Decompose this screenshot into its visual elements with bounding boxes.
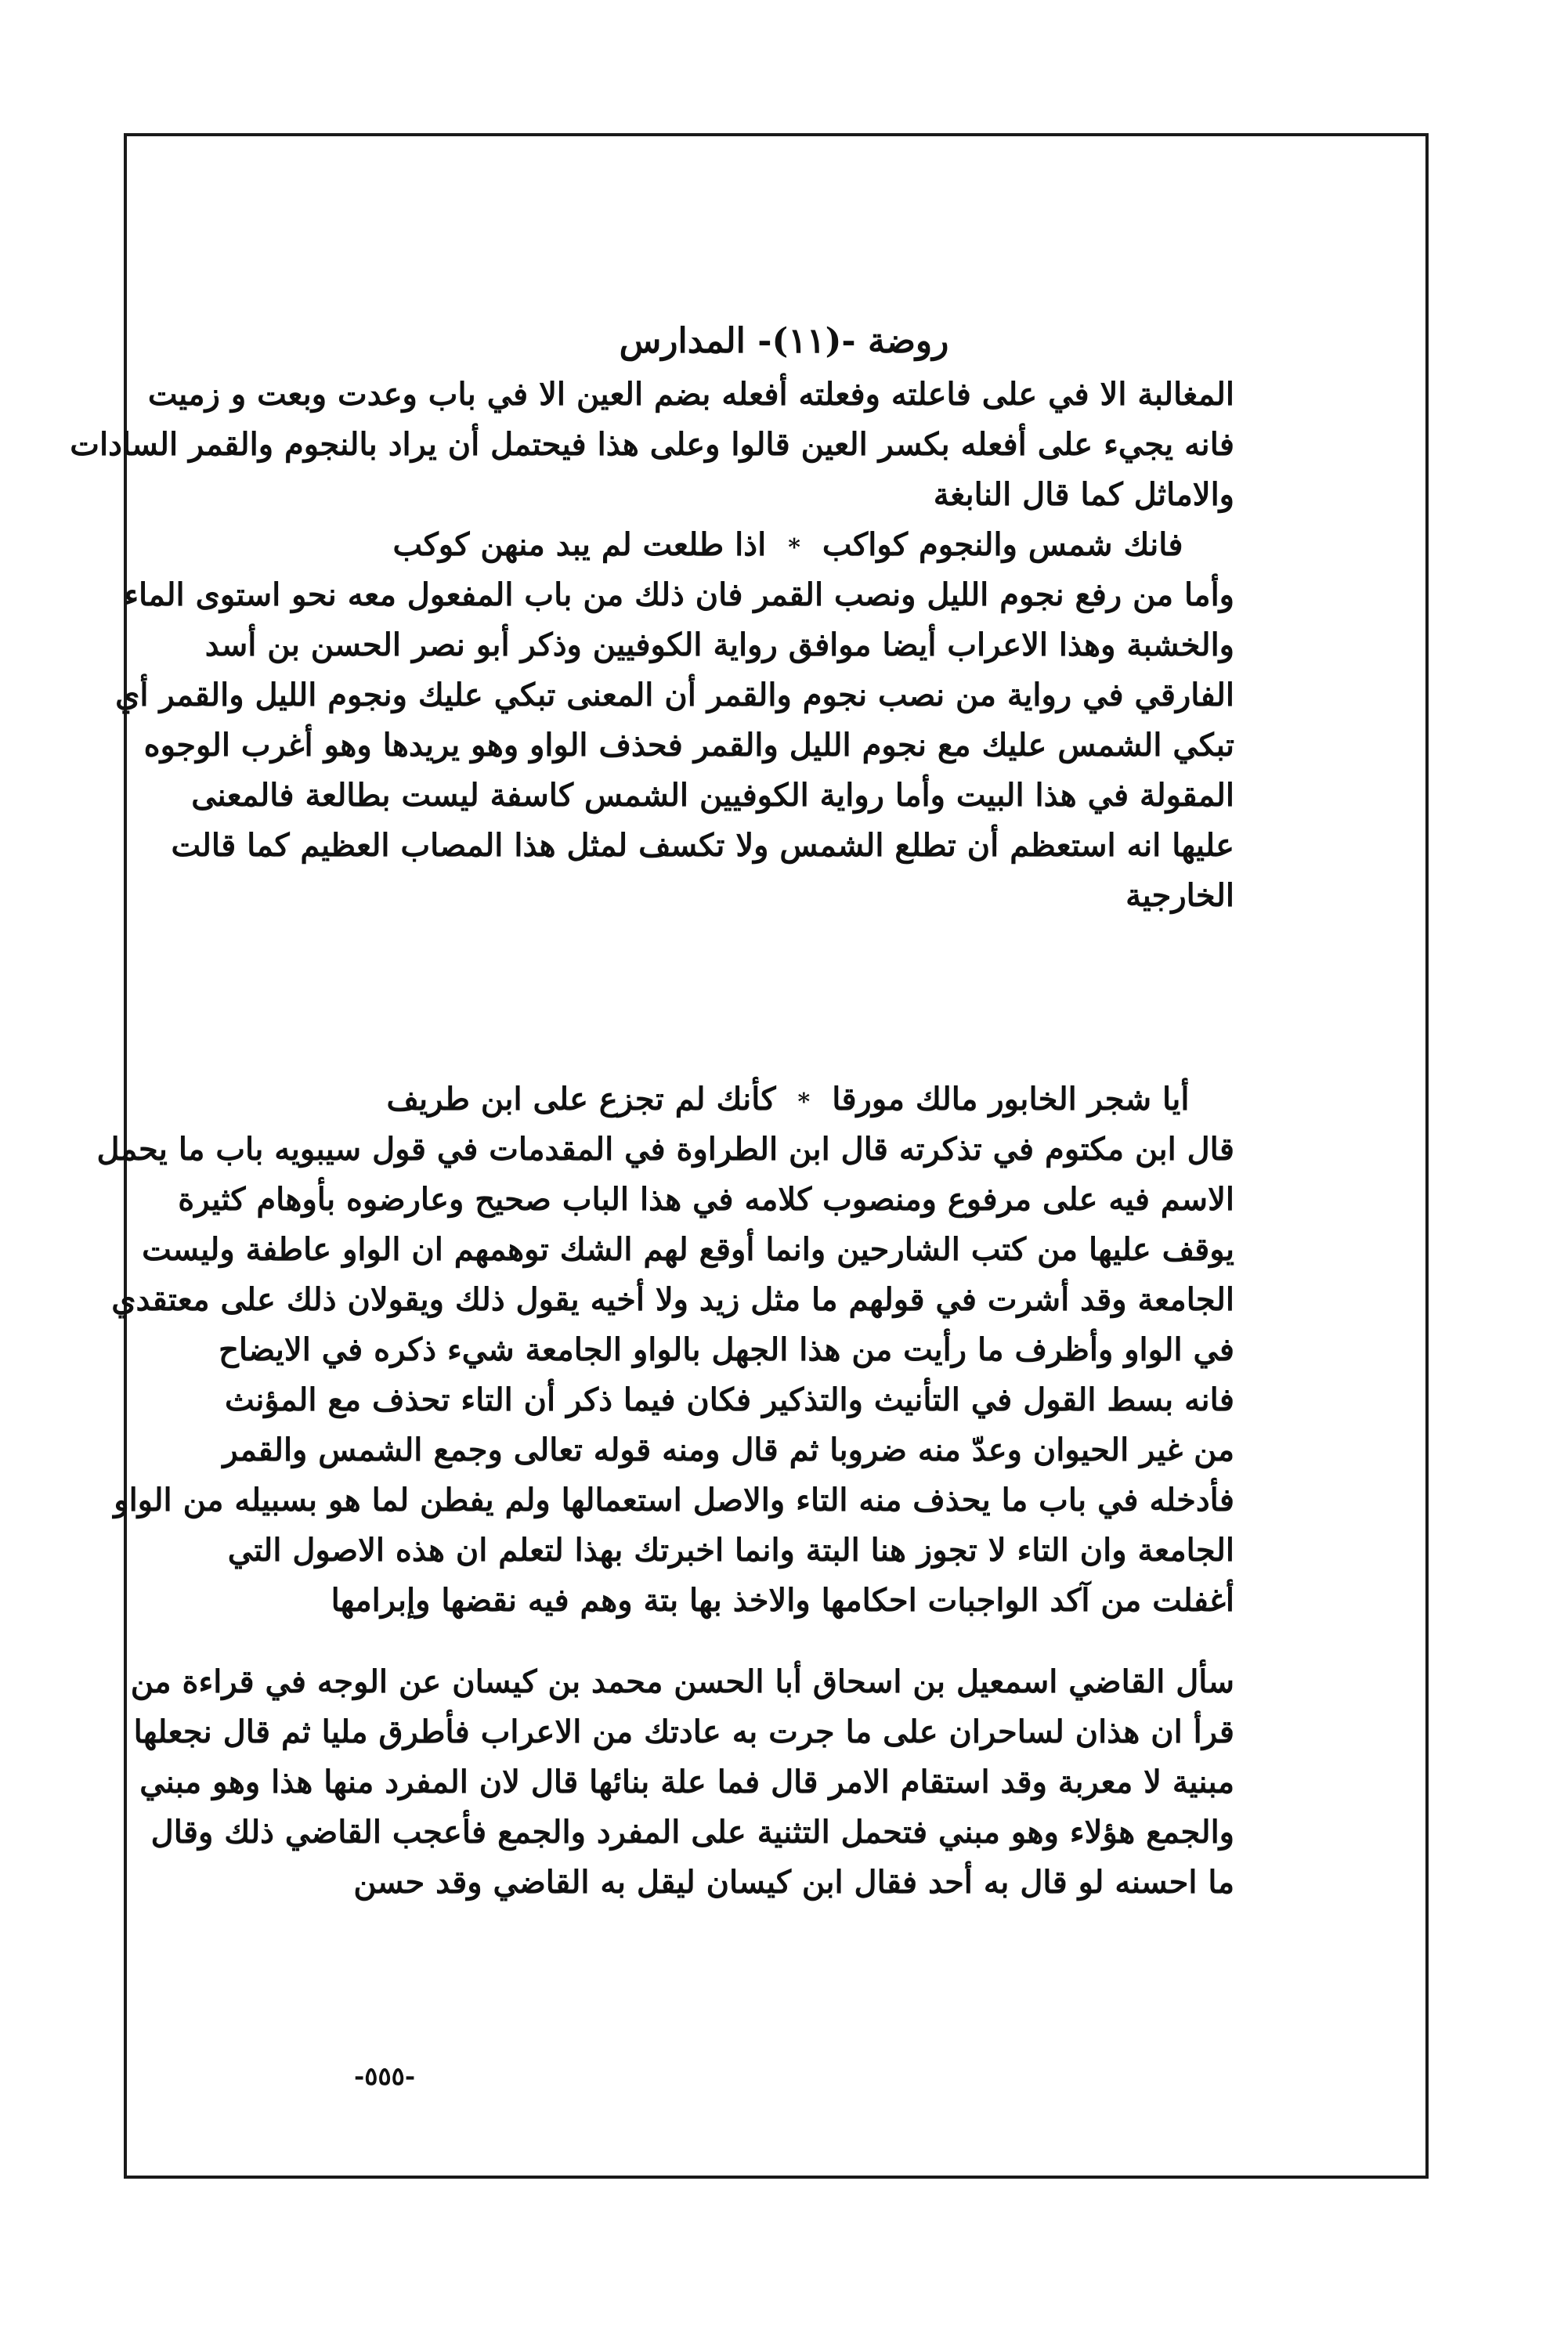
- text-line: المغالبة الا في على فاعلته وفعلته أفعله بضم العين الا في باب وعدت وبعت و زميت: [147, 376, 1234, 413]
- text-line: والخشبة وهذا الاعراب أيضا موافق رواية الكوفيين وذكر أبو نصر الحسن بن أسد: [204, 627, 1234, 663]
- text-line: الجامعة وان التاء لا تجوز هنا البتة وانما اخبرتك بهذا لتعلم ان هذه الاصول التي: [227, 1532, 1234, 1569]
- text-line: الاسم فيه على مرفوع ومنصوب كلامه في هذا الباب صحيح وعارضوه بأوهام كثيرة: [178, 1181, 1234, 1218]
- page-number: -٥٥٥-: [354, 2061, 416, 2091]
- text-line: الجامعة وقد أشرت في قولهم ما مثل زيد ولا أخيه يقول ذلك ويقولان ذلك على معتقدي: [111, 1281, 1234, 1318]
- text-line: سأل القاضي اسمعيل بن اسحاق أبا الحسن محمد بن كيسان عن الوجه في قراءة من: [130, 1663, 1234, 1700]
- running-title: روضة -(١١)- المدارس: [619, 321, 949, 361]
- verse-hemistich-second: اذا طلعت لم يبد منهن كوكب: [392, 526, 767, 563]
- verse-hemistich-second: كأنك لم تجزع على ابن طريف: [386, 1081, 776, 1118]
- verse-separator: *: [797, 1089, 811, 1116]
- paragraph-1: [70, 370, 1234, 520]
- text-line: عليها انه استعظم أن تطلع الشمس ولا تكسف لمثل هذا المصاب العظيم كما قالت: [171, 827, 1234, 864]
- text-line: ما احسنه لو قال به أحد فقال ابن كيسان ليقل به القاضي وقد حسن: [353, 1864, 1234, 1901]
- verse-separator: *: [788, 534, 800, 562]
- text-line: من غير الحيوان وعدّ منه ضروبا ثم قال ومنه قوله تعالى وجمع الشمس والقمر: [222, 1432, 1234, 1468]
- paragraph-2: [115, 570, 1234, 921]
- text-line: الفارقي في رواية من نصب نجوم والقمر أن المعنى تبكي عليك ونجوم الليل والقمر أي: [115, 677, 1234, 713]
- text-line: أغفلت من آكد الواجبات احكامها والاخذ بها بتة وهم فيه نقضها وإبرامها: [331, 1582, 1234, 1619]
- verse-hemistich-first: أيا شجر الخابور مالك مورقا: [832, 1081, 1190, 1118]
- text-line: فانه بسط القول في التأنيث والتذكير فكان فيما ذكر أن التاء تحذف مع المؤنث: [224, 1381, 1234, 1418]
- verse-1: [341, 520, 1234, 573]
- text-line: تبكي الشمس عليك مع نجوم الليل والقمر فحذف الواو وهو يريدها وهو أغرب الوجوه: [143, 727, 1234, 764]
- text-line: مبنية لا معربة وقد استقام الامر قال فما علة بنائها قال لان المفرد منها هذا وهو مبني: [139, 1764, 1234, 1800]
- text-line: وأما من رفع نجوم الليل ونصب القمر فان ذلك من باب المفعول معه نحو استوى الماء: [124, 576, 1234, 613]
- text-line: يوقف عليها من كتب الشارحين وانما أوقع لهم الشك توهمهم ان الواو عاطفة وليست: [142, 1231, 1234, 1268]
- text-line: في الواو وأظرف ما رأيت من هذا الجهل بالواو الجامعة شيء ذكره في الايضاح: [219, 1331, 1234, 1368]
- verse-2: [341, 1074, 1234, 1128]
- text-line: المقولة في هذا البيت وأما رواية الكوفيين الشمس كاسفة ليست بطالعة فالمعنى: [191, 777, 1234, 814]
- text-line: فانه يجيء على أفعله بكسر العين قالوا وعلى هذا فيحتمل أن يراد بالنجوم والقمر السادات: [70, 426, 1234, 463]
- text-line: فأدخله في باب ما يحذف منه التاء والاصل استعمالها ولم يفطن لما هو بسبيله من الواو: [114, 1482, 1234, 1518]
- text-line: قال ابن مكتوم في تذكرته قال ابن الطراوة في المقدمات في قول سيبويه باب ما يحمل: [96, 1131, 1234, 1168]
- paragraph-3: [96, 1125, 1234, 1626]
- text-line: والجمع هؤلاء وهو مبني فتحمل التثنية على المفرد والجمع فأعجب القاضي ذلك وقال: [150, 1814, 1234, 1851]
- text-line: قرأ ان هذان لساحران على ما جرت به عادتك من الاعراب فأطرق مليا ثم قال نجعلها: [133, 1713, 1234, 1750]
- text-line: والاماثل كما قال النابغة: [933, 476, 1234, 513]
- paragraph-4: [130, 1657, 1234, 1908]
- text-line: الخارجية: [1125, 877, 1234, 914]
- verse-hemistich-first: فانك شمس والنجوم كواكب: [822, 526, 1183, 563]
